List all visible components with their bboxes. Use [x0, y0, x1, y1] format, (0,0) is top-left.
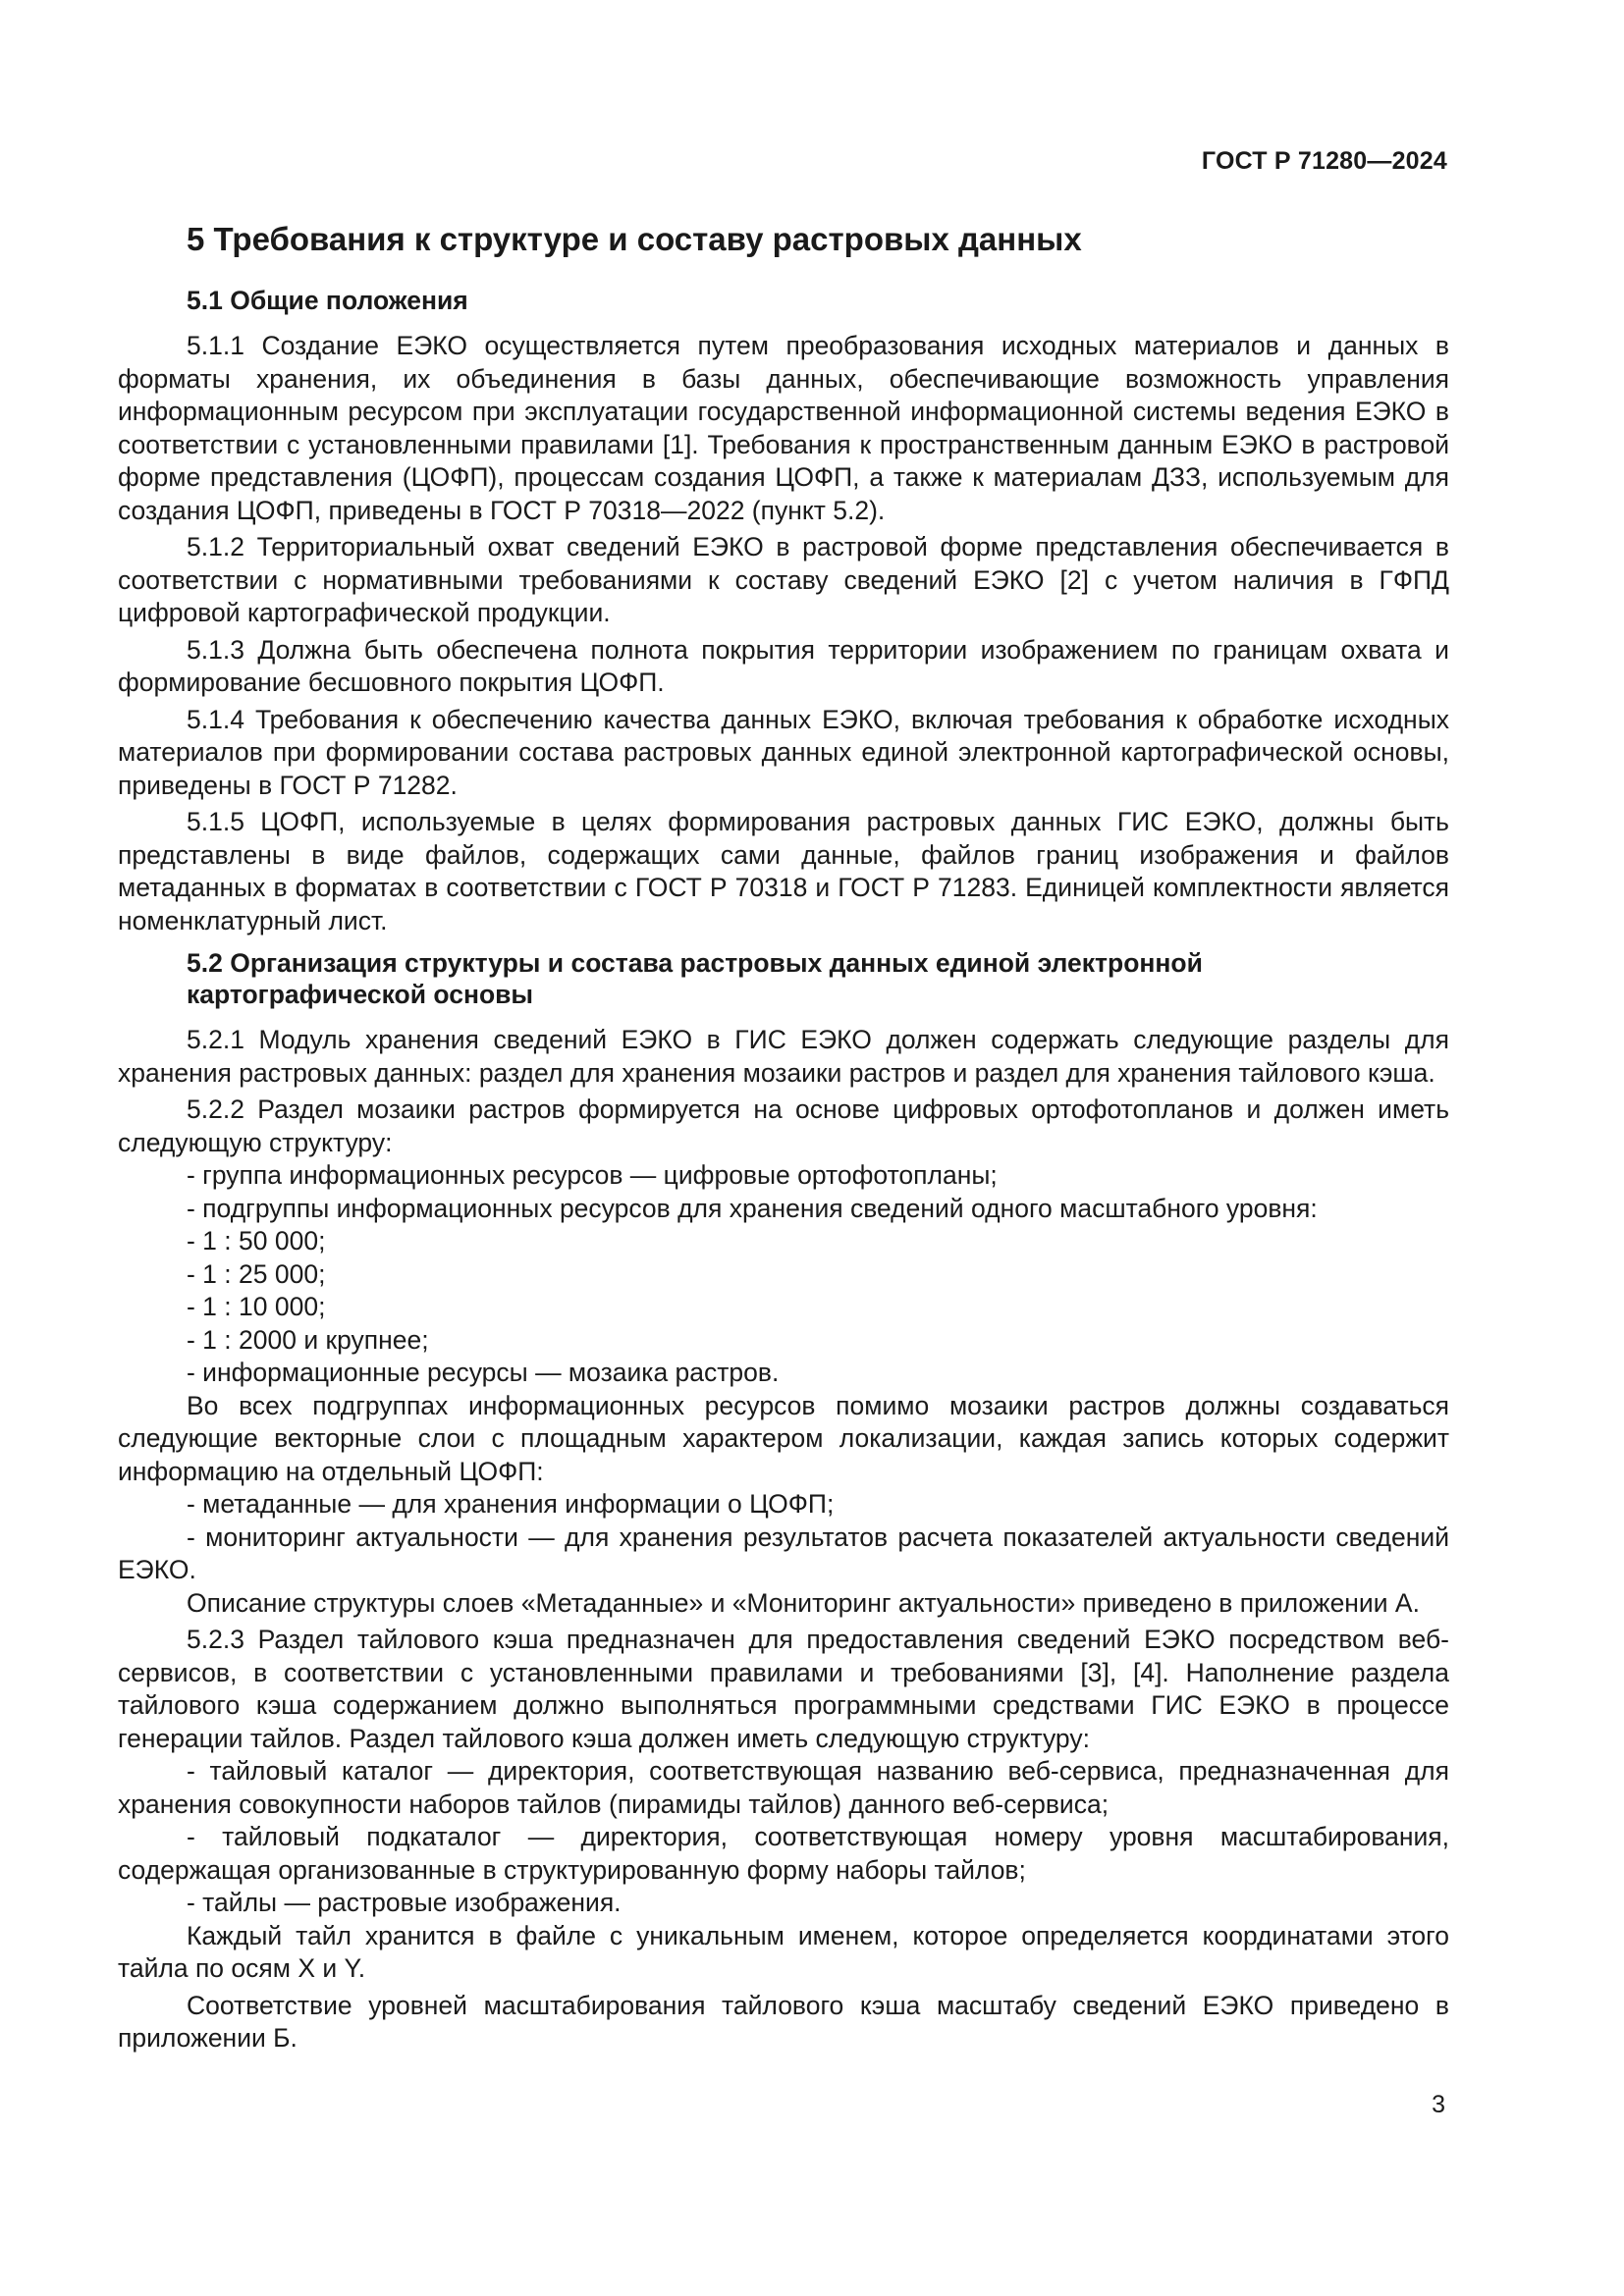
list-item: - тайловый каталог — директория, соответствующая названию веб-сервиса, предназначенная для хранения совокупности наборов тайлов (пирамиды тайлов) данного веб-сервиса;	[118, 1756, 1449, 1819]
paragraph-scale-levels: Соответствие уровней масштабирования тайлового кэша масштабу сведений ЕЭКО приведено в приложении Б.	[118, 1990, 1449, 2053]
list-item: - 1 : 2000 и крупнее;	[187, 1324, 429, 1355]
paragraph-5-2-3: 5.2.3 Раздел тайлового кэша предназначен для предоставления сведений ЕЭКО посредством веб-сервисов, в соответствии с установленными правилами и требованиями [3], [4]. Наполнение раздела тайлового кэша содержанием должно выполняться программными средствами ГИС ЕЭКО в процессе генерации тайлов. Раздел тайлового кэша должен иметь следующую структуру:	[118, 1625, 1449, 1753]
paragraph-5-2-2: 5.2.2 Раздел мозаики растров формируется на основе цифровых ортофотопланов и должен иметь следующую структуру:	[118, 1095, 1449, 1157]
list-item: - подгруппы информационных ресурсов для хранения сведений одного масштабного уровня:	[187, 1193, 1318, 1223]
section-title: 5 Требования к структуре и составу растровых данных	[187, 221, 1082, 257]
standard-code: ГОСТ Р 71280—2024	[1201, 147, 1447, 175]
list-item: - метаданные — для хранения информации о ЦОФП;	[187, 1489, 835, 1519]
subsection-title-5-2	[187, 947, 1449, 1010]
list-item: - 1 : 50 000;	[187, 1226, 326, 1255]
list-item: - 1 : 10 000;	[187, 1292, 326, 1321]
list-item: - информационные ресурсы — мозаика растров.	[187, 1358, 780, 1387]
subsection-title-5-2-line1: 5.2 Организация структуры и состава растровых данных единой электронной	[187, 948, 1203, 978]
paragraph-layer-structure: Описание структуры слоев «Метаданные» и «Мониторинг актуальности» приведено в приложении А.	[187, 1587, 1420, 1618]
list-item: - тайловый подкаталог — директория, соответствующая номеру уровня масштабирования, содержащая организованные в структурированную форму наборы тайлов;	[118, 1822, 1449, 1885]
subsection-title-5-2-line2: картографической основы	[187, 980, 534, 1009]
page-content	[118, 220, 1449, 2056]
paragraph-5-1-2: 5.1.2 Территориальный охват сведений ЕЭКО в растровой форме представления обеспечивается в соответствии с нормативными требованиями к составу сведений ЕЭКО [2] с учетом наличия в ГФПД цифровой картографической продукции.	[118, 532, 1449, 627]
paragraph-5-1-1: 5.1.1 Создание ЕЭКО осуществляется путем преобразования исходных материалов и данных в форматы хранения, их объединения в базы данных, обеспечивающие возможность управления информационным ресурсом при эксплуатации государственной информационной системы ведения ЕЭКО в соответствии с установленными правилами [1]. Требования к пространственным данным ЕЭКО в растровой форме представления (ЦОФП), процессам создания ЦОФП, а также к материалам ДЗЗ, используемым для создания ЦОФП, приведены в ГОСТ Р 70318—2022 (пункт 5.2).	[118, 331, 1449, 525]
list-item: - группа информационных ресурсов — цифровые ортофотопланы;	[187, 1160, 998, 1190]
list-item: - мониторинг актуальности — для хранения результатов расчета показателей актуальности сведений ЕЭКО.	[118, 1522, 1449, 1584]
subsection-title-5-1: 5.1 Общие положения	[187, 286, 468, 315]
paragraph-5-1-4: 5.1.4 Требования к обеспечению качества данных ЕЭКО, включая требования к обработке исходных материалов при формировании состава растровых данных единой электронной картографической основы, приведены в ГОСТ Р 71282.	[118, 704, 1449, 800]
list-item: - 1 : 25 000;	[187, 1258, 326, 1289]
page-number: 3	[1432, 2091, 1445, 2118]
list-item: - тайлы — растровые изображения.	[187, 1888, 622, 1917]
paragraph-tile-naming: Каждый тайл хранится в файле с уникальным именем, которое определяется координатами этого тайла по осям X и Y.	[118, 1920, 1449, 1983]
paragraph-5-1-5: 5.1.5 ЦОФП, используемые в целях формирования растровых данных ГИС ЕЭКО, должны быть представлены в виде файлов, содержащих сами данные, файлов границ изображения и файлов метаданных в форматах в соответствии с ГОСТ Р 70318 и ГОСТ Р 71283. Единицей комплектности является номенклатурный лист.	[118, 807, 1449, 935]
paragraph-vector-layers: Во всех подгруппах информационных ресурсов помимо мозаики растров должны создаваться следующие векторные слои с площадным характером локализации, каждая запись которых содержит информацию на отдельный ЦОФП:	[118, 1390, 1449, 1486]
paragraph-5-1-3: 5.1.3 Должна быть обеспечена полнота покрытия территории изображением по границам охвата и формирование бесшовного покрытия ЦОФП.	[118, 634, 1449, 697]
paragraph-5-2-1: 5.2.1 Модуль хранения сведений ЕЭКО в ГИС ЕЭКО должен содержать следующие разделы для хранения растровых данных: раздел для хранения мозаики растров и раздел для хранения тайлового кэша.	[118, 1025, 1449, 1088]
